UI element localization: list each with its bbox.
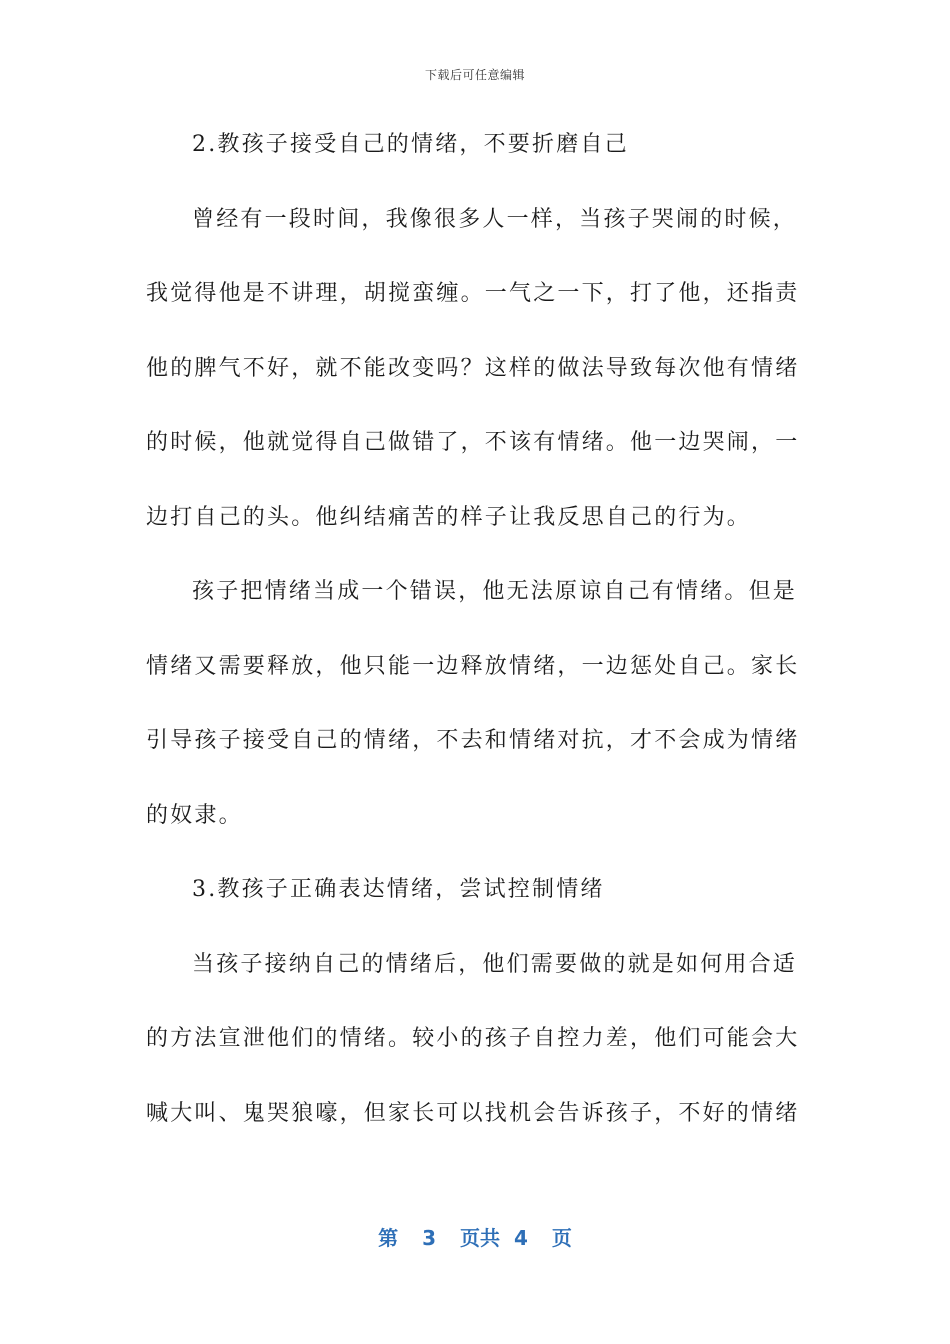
- section-heading-2: 2.教孩子接受自己的情绪，不要折磨自己: [192, 132, 629, 157]
- total-pages-number: 4: [514, 1226, 528, 1250]
- footer-middle: 页共: [460, 1226, 500, 1250]
- paragraph-line: 的方法宣泄他们的情绪。较小的孩子自控力差，他们可能会大: [146, 1026, 800, 1051]
- paragraph-line: 边打自己的头。他纠结痛苦的样子让我反思自己的行为。: [146, 504, 752, 530]
- paragraph-line: 孩子把情绪当成一个错误，他无法原谅自己有情绪。但是: [192, 579, 798, 604]
- paragraph-3: [146, 940, 800, 1164]
- paragraph-line: 情绪又需要释放，他只能一边释放情绪，一边惩处自己。家长: [146, 653, 800, 679]
- paragraph-line: 曾经有一段时间，我像很多人一样，当孩子哭闹的时候，: [192, 206, 798, 232]
- paragraph-2: [146, 567, 800, 865]
- paragraph-line: 的时候，他就觉得自己做错了，不该有情绪。他一边哭闹，一: [146, 430, 800, 455]
- paragraph-line: 我觉得他是不讲理，胡搅蛮缠。一气之一下，打了他，还指责: [146, 281, 800, 306]
- paragraph-line: 他的脾气不好，就不能改变吗？这样的做法导致每次他有情绪: [146, 355, 800, 381]
- page-footer: [0, 1222, 950, 1251]
- section-heading-3: 3.教孩子正确表达情绪，尝试控制情绪: [192, 877, 605, 902]
- current-page-number: 3: [422, 1226, 436, 1250]
- paragraph-1: [146, 195, 800, 568]
- paragraph-line: 引导孩子接受自己的情绪，不去和情绪对抗，才不会成为情绪: [146, 728, 800, 753]
- footer-suffix: 页: [551, 1226, 572, 1250]
- paragraph-line: 的奴隶。: [146, 802, 243, 828]
- footer-prefix: 第: [378, 1226, 399, 1250]
- paragraph-line: 喊大叫、鬼哭狼嚎，但家长可以找机会告诉孩子，不好的情绪: [146, 1100, 800, 1126]
- paragraph-line: 当孩子接纳自己的情绪后，他们需要做的就是如何用合适: [192, 951, 798, 977]
- header-note: 下载后可任意编辑: [424, 68, 525, 82]
- body-text: [146, 120, 800, 1163]
